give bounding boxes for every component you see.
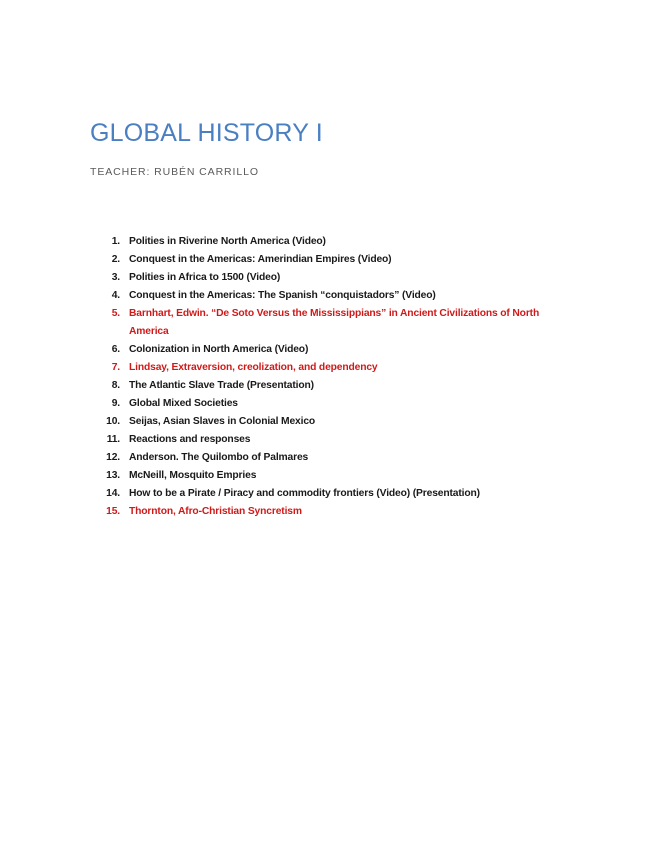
reading-list-item — [92, 377, 562, 395]
item-text: The Atlantic Slave Trade (Presentation) — [129, 380, 314, 391]
item-number: 13. — [106, 470, 120, 481]
item-number: 11. — [106, 434, 120, 445]
item-number: 7. — [111, 362, 120, 373]
reading-list-item — [92, 485, 562, 503]
item-text: Barnhart, Edwin. “De Soto Versus the Mississippians” in Ancient Civilizations of North America — [129, 308, 540, 337]
item-text: McNeill, Mosquito Empries — [129, 470, 257, 481]
item-number: 1. — [111, 236, 120, 247]
reading-list-item — [92, 251, 562, 269]
item-number: 9. — [111, 398, 120, 409]
item-number: 5. — [111, 308, 120, 319]
item-number: 14. — [106, 488, 120, 499]
item-number: 2. — [111, 254, 120, 265]
item-text: Reactions and responses — [129, 434, 251, 445]
item-number: 4. — [111, 290, 120, 301]
teacher-subtitle: TEACHER: RUBÉN CARRILLO — [90, 166, 259, 178]
reading-list — [92, 233, 562, 521]
item-text: How to be a Pirate / Piracy and commodity frontiers (Video) (Presentation) — [129, 488, 480, 499]
item-text: Thornton, Afro-Christian Syncretism — [129, 506, 302, 517]
item-number: 10. — [106, 416, 120, 427]
reading-list-item — [92, 341, 562, 359]
item-text: Conquest in the Americas: Amerindian Empires (Video) — [129, 254, 392, 265]
reading-list-item — [92, 449, 562, 467]
item-text: Lindsay, Extraversion, creolization, and dependency — [129, 362, 378, 373]
reading-list-item — [92, 413, 562, 431]
item-text: Conquest in the Americas: The Spanish “conquistadors” (Video) — [129, 290, 436, 301]
reading-list-item — [92, 269, 562, 287]
reading-list-item — [92, 467, 562, 485]
item-text: Anderson. The Quilombo of Palmares — [129, 452, 309, 463]
item-number: 3. — [111, 272, 120, 283]
reading-list-item — [92, 305, 562, 341]
item-text: Colonization in North America (Video) — [129, 344, 309, 355]
item-text: Polities in Riverine North America (Video) — [129, 236, 326, 247]
reading-list-item — [92, 233, 562, 251]
item-text: Polities in Africa to 1500 (Video) — [129, 272, 281, 283]
item-text: Seijas, Asian Slaves in Colonial Mexico — [129, 416, 316, 427]
reading-list-item — [92, 359, 562, 377]
item-number: 15. — [106, 506, 120, 517]
reading-list-item — [92, 287, 562, 305]
item-number: 12. — [106, 452, 120, 463]
reading-list-item — [92, 431, 562, 449]
document-title: GLOBAL HISTORY I — [90, 119, 323, 147]
item-text: Global Mixed Societies — [129, 398, 238, 409]
item-number: 6. — [111, 344, 120, 355]
item-number: 8. — [111, 380, 120, 391]
reading-list-item — [92, 503, 562, 521]
reading-list-item — [92, 395, 562, 413]
